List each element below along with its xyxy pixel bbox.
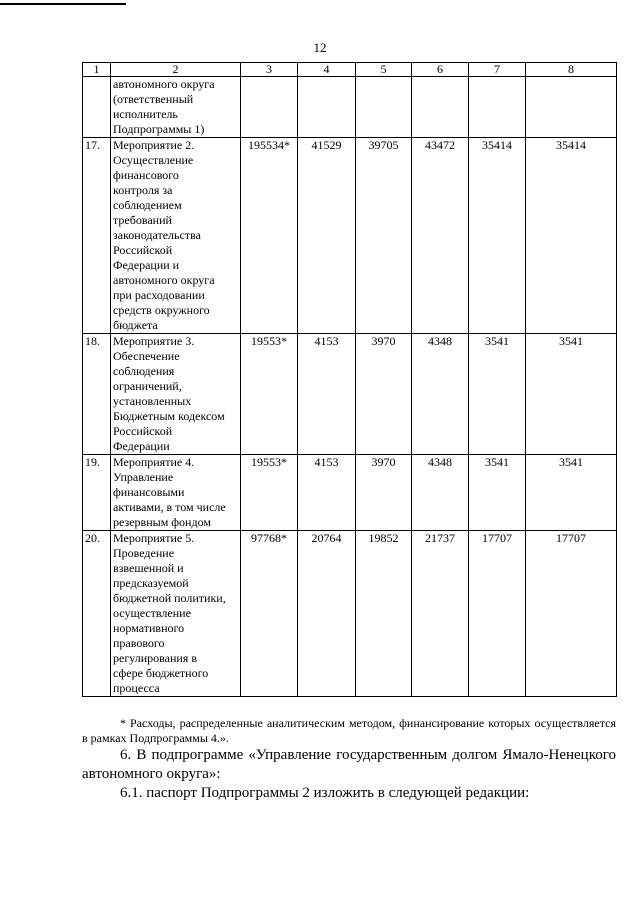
value-cell: 21737 (412, 531, 469, 697)
activity-name-line: требований (113, 213, 172, 227)
table-row (83, 138, 617, 334)
column-header: 6 (412, 63, 469, 77)
activity-name-line: соблюдением (113, 198, 182, 212)
value-cell (526, 77, 617, 138)
value-cell: 3970 (356, 334, 412, 455)
value-cell: 195534* (241, 138, 298, 334)
table-row (83, 334, 617, 455)
activity-name-line: резервным фондом (113, 515, 211, 529)
value-cell: 3541 (469, 334, 526, 455)
activity-name-cell (111, 77, 241, 138)
activity-name-line: Мероприятие 5. (113, 531, 195, 545)
table-row (83, 531, 617, 697)
value-cell: 43472 (412, 138, 469, 334)
activity-name-cell (111, 455, 241, 531)
column-header: 3 (241, 63, 298, 77)
activity-name-line: Обеспечение (113, 349, 180, 363)
value-cell: 35414 (526, 138, 617, 334)
value-cell: 3970 (356, 455, 412, 531)
row-number-cell: 20. (83, 531, 111, 697)
value-cell: 4153 (298, 455, 356, 531)
paragraph-subprogram-6: 6. В подпрограмме «Управление государственным долгом Ямало-Ненецкого автономного округа»: (82, 747, 616, 782)
activity-name-line: законодательства (113, 228, 201, 242)
value-cell: 41529 (298, 138, 356, 334)
activity-name-line: контроля за (113, 183, 173, 197)
activity-name-cell (111, 138, 241, 334)
activity-name-line: финансового (113, 168, 179, 182)
column-header: 2 (111, 63, 241, 77)
value-cell: 39705 (356, 138, 412, 334)
value-cell: 4348 (412, 334, 469, 455)
top-rule (0, 3, 126, 5)
activity-name-line: правового (113, 636, 165, 650)
row-number-cell (83, 77, 111, 138)
activity-name-line: процесса (113, 681, 160, 695)
value-cell: 3541 (469, 455, 526, 531)
value-cell: 35414 (469, 138, 526, 334)
activity-name-line: Федерации (113, 439, 170, 453)
activity-name-line: сфере бюджетного (113, 666, 209, 680)
activity-name-line: Российской (113, 243, 173, 257)
activity-name-line: бюджета (113, 318, 158, 332)
page-number: 12 (313, 40, 327, 55)
value-cell: 4153 (298, 334, 356, 455)
activity-name-line: установленных (113, 394, 192, 408)
row-number-cell: 17. (83, 138, 111, 334)
table-row (83, 455, 617, 531)
activity-name-line: Подпрограммы 1) (113, 122, 205, 136)
activity-name-line: Федерации и (113, 258, 180, 272)
value-cell (356, 77, 412, 138)
value-cell: 19852 (356, 531, 412, 697)
row-number-cell: 18. (83, 334, 111, 455)
activity-name-line: бюджетной политики, (113, 591, 226, 605)
value-cell (298, 77, 356, 138)
activity-name-line: Бюджетным кодексом (113, 409, 225, 423)
table-body (83, 77, 617, 697)
column-header: 8 (526, 63, 617, 77)
activity-name-line: автономного округа (113, 273, 215, 287)
activity-name-line: Мероприятие 3. (113, 334, 195, 348)
value-cell (412, 77, 469, 138)
table-row (83, 77, 617, 138)
value-cell: 20764 (298, 531, 356, 697)
value-cell: 17707 (469, 531, 526, 697)
value-cell: 19553* (241, 334, 298, 455)
value-cell: 17707 (526, 531, 617, 697)
activity-name-line: Проведение (113, 546, 175, 560)
activity-name-line: Мероприятие 4. (113, 455, 195, 469)
activity-name-line: автономного округа (113, 77, 215, 91)
activity-name-line: Управление (113, 470, 174, 484)
activity-name-line: взвешенной и (113, 561, 184, 575)
activity-name-line: финансовыми (113, 485, 185, 499)
value-cell: 4348 (412, 455, 469, 531)
value-cell: 97768* (241, 531, 298, 697)
value-cell: 19553* (241, 455, 298, 531)
value-cell (469, 77, 526, 138)
activity-name-line: Осуществление (113, 153, 194, 167)
activity-name-line: активами, в том числе (113, 500, 226, 514)
footnote: * Расходы, распределенные аналитическим методом, финансирование которых осуществляется в рамках Подпрограммы 4.». (82, 716, 616, 745)
activity-name-line: осуществление (113, 606, 191, 620)
activity-name-line: Российской (113, 424, 173, 438)
value-cell (241, 77, 298, 138)
activity-name-line: исполнитель (113, 107, 178, 121)
column-header: 5 (356, 63, 412, 77)
value-cell: 3541 (526, 334, 617, 455)
value-cell: 3541 (526, 455, 617, 531)
column-header: 1 (83, 63, 111, 77)
activity-name-line: регулирования в (113, 651, 197, 665)
row-number-cell: 19. (83, 455, 111, 531)
activity-name-line: предсказуемой (113, 576, 189, 590)
column-header: 7 (469, 63, 526, 77)
activity-name-line: соблюдения (113, 364, 175, 378)
column-header: 4 (298, 63, 356, 77)
budget-table (82, 62, 617, 697)
activity-name-line: средств окружного (113, 303, 210, 317)
activity-name-cell (111, 531, 241, 697)
table-header-row (83, 63, 617, 77)
paragraph-passport-6-1: 6.1. паспорт Подпрограммы 2 изложить в следующей редакции: (120, 785, 530, 801)
activity-name-line: ограничений, (113, 379, 182, 393)
activity-name-cell (111, 334, 241, 455)
activity-name-line: (ответственный (113, 92, 194, 106)
activity-name-line: при расходовании (113, 288, 205, 302)
activity-name-line: Мероприятие 2. (113, 138, 195, 152)
activity-name-line: нормативного (113, 621, 185, 635)
